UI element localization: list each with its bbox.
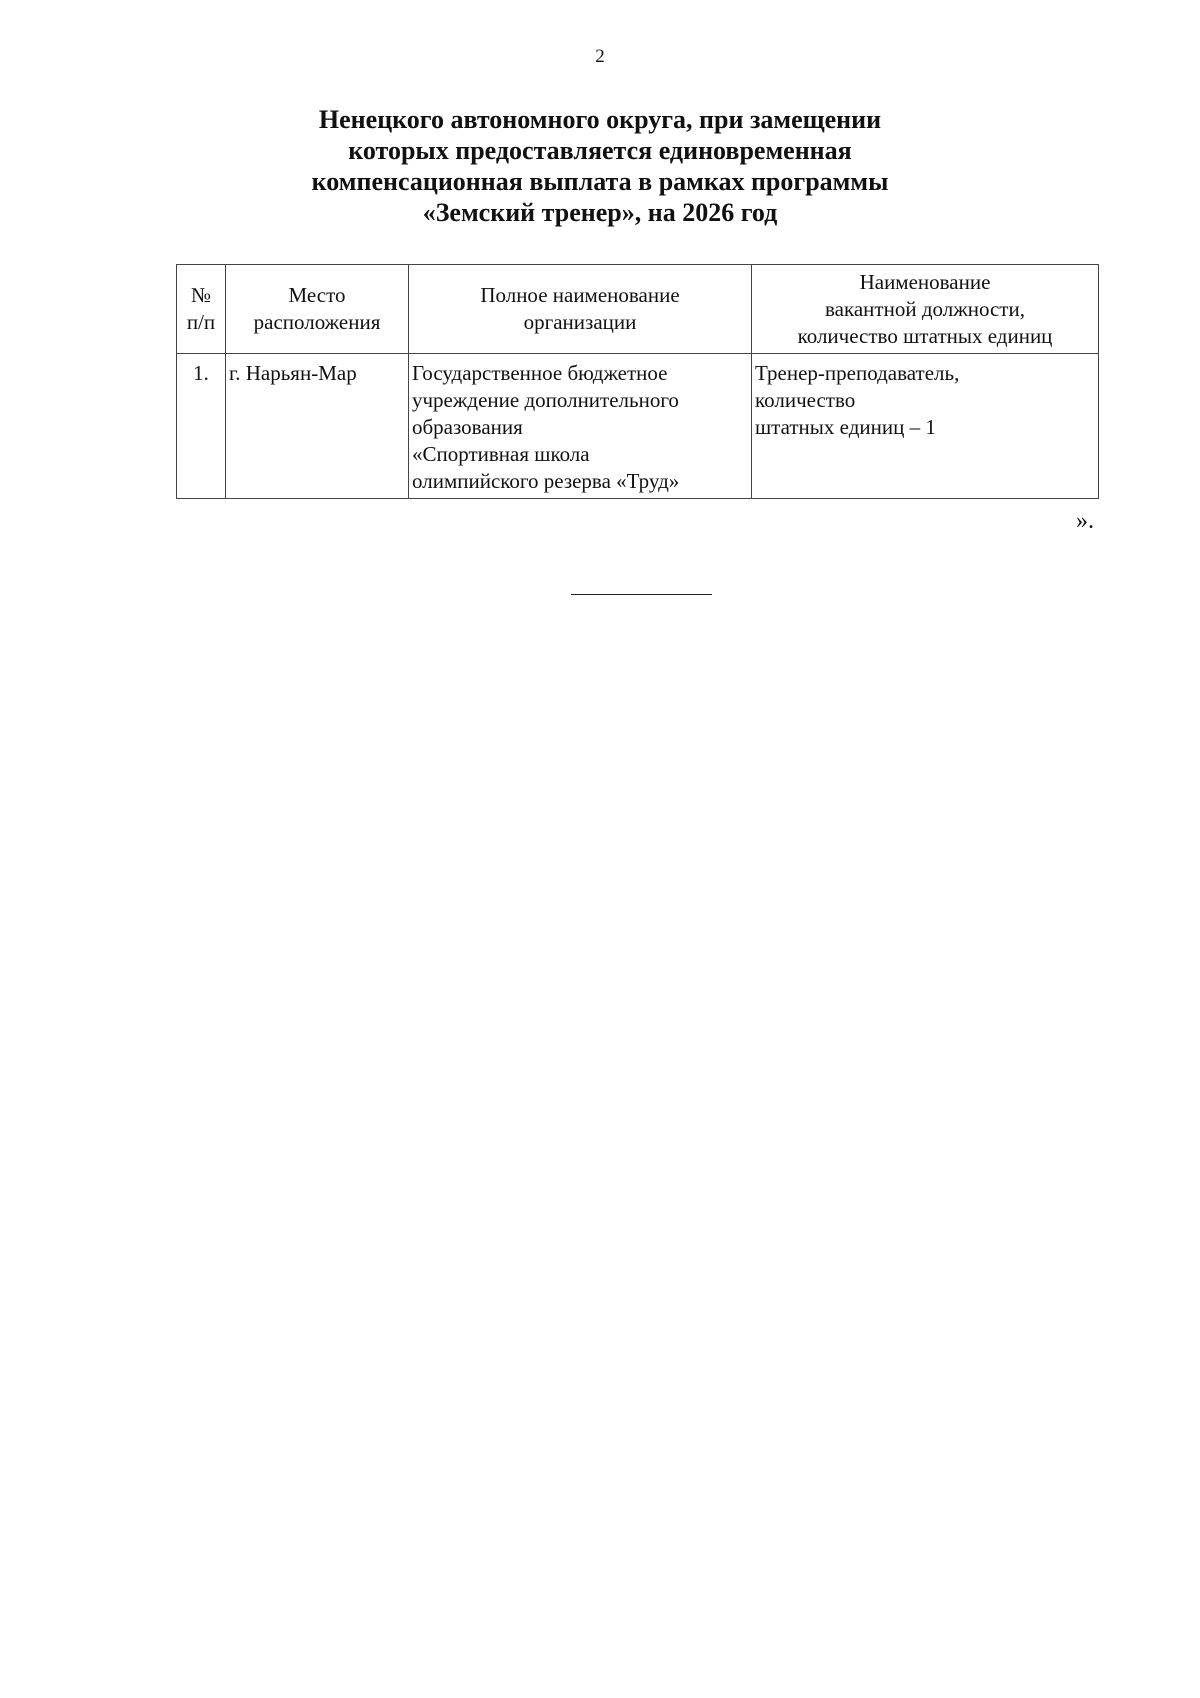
document-title [0, 104, 1200, 228]
cell-location: г. Нарьян-Мар [226, 354, 409, 499]
cell-organization: Государственное бюджетное учреждение дополнительного образования «Спортивная школа олимпийского резерва «Труд» [409, 354, 752, 499]
header-position: Наименование вакантной должности, количество штатных единиц [752, 265, 1099, 354]
title-line: компенсационная выплата в рамках программы [311, 167, 889, 196]
cell-position: Тренер-преподаватель, количество штатных единиц – 1 [752, 354, 1099, 499]
vacancies-table [176, 264, 1099, 499]
header-location: Место расположения [226, 265, 409, 354]
table-header-row [177, 265, 1099, 354]
header-organization: Полное наименование организации [409, 265, 752, 354]
closing-quote: ». [1076, 508, 1094, 534]
cell-number: 1. [177, 354, 226, 499]
title-line: «Земский тренер», на 2026 год [422, 198, 778, 227]
title-line: которых предоставляется единовременная [348, 136, 852, 165]
title-line: Ненецкого автономного округа, при замещении [318, 105, 882, 134]
header-number: № п/п [177, 265, 226, 354]
table-row [177, 354, 1099, 499]
end-divider-line [571, 594, 712, 595]
page-number: 2 [595, 46, 605, 67]
